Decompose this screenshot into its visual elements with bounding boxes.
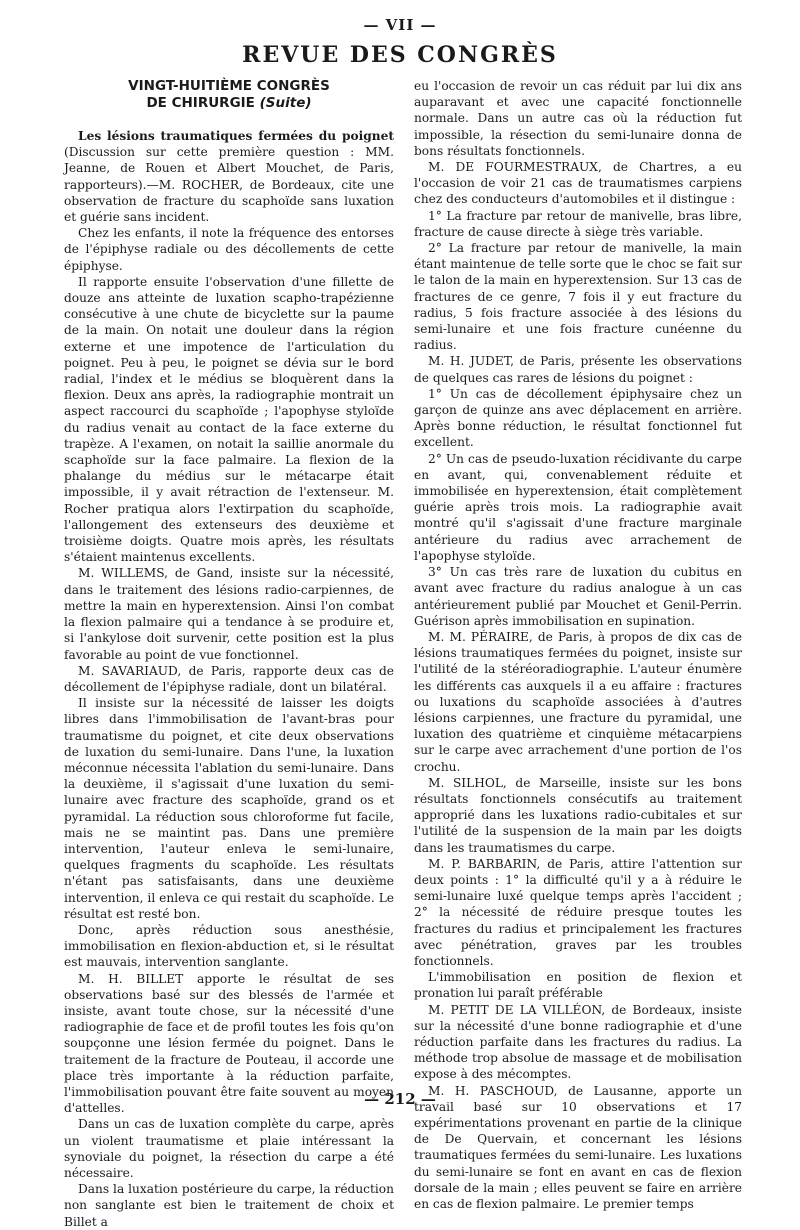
paragraph: M. WILLEMS, de Gand, insiste sur la nécessité, dans le traitement des lésions radio-carpiennes, de mettre la main en hyperextension. Ainsi l'on combat la flexion palmaire qui a tendance à se produire et, si l'ankylose doit survenir, cette position est la plus favorable au point de vue fonctionnel.: [64, 566, 394, 662]
right-column: [414, 78, 742, 1212]
paragraph: M. M. PÉRAIRE, de Paris, à propos de dix cas de lésions traumatiques fermées du poignet, insiste sur l'utilité de la stéréoradiographie. L'auteur énumère les différents cas auxquels il a eu affaire : fractures ou luxations du scaphoïde associées à d'autres lésions carpiennes, une fracture du pyramidal, une luxation des quatrième et cinquième métacarpiens sur le carpe avec arrachement d'une portion de l'os crochu.: [414, 629, 742, 774]
paragraph: M. H. BILLET apporte le résultat de ses observations basé sur des blessés de l'armée et insiste, avant toute chose, sur la nécessité d'une radiographie de face et de profil toutes les fois qu'on soupçonne une lésion fermée du poignet. Dans le traitement de la fracture de Pouteau, il accorde une place très importante à la réduction parfaite, l'immobilisation pouvant être faite souvent au moyen d'attelles.: [64, 971, 394, 1116]
paragraph: M. P. BARBARIN, de Paris, attire l'attention sur deux points : 1° la difficulté qu'il y a à réduire le semi-lunaire luxé quelque temps après l'accident ; 2° la nécessité de réduire presque toutes les fractures du radius et principalement les fractures avec pénétration, graves par les troubles fonctionnels.: [414, 856, 742, 968]
paragraph: 2° Un cas de pseudo-luxation récidivante du carpe en avant, qui, convenablement réduite et immobilisée en hyperextension, était complètement guérie après trois mois. La radiographie avait montré qu'il s'agissait d'une fracture marginale antérieure du radius avec arrachement de l'apophyse styloïde.: [414, 451, 742, 563]
section-title-line1: VINGT-HUITIÈME CONGRÈS: [128, 78, 330, 94]
section-title-line2: [64, 95, 394, 112]
journal-title: REVUE DES CONGRÈS: [242, 42, 558, 68]
paragraph: [64, 128, 394, 225]
paragraph: M. DE FOURMESTRAUX, de Chartres, a eu l'occasion de voir 21 cas de traumatismes carpiens chez des conducteurs d'automobiles et il distingue :: [414, 160, 742, 207]
paragraph: M. SILHOL, de Marseille, insiste sur les bons résultats fonctionnels consécutifs au traitement approprié dans les luxations radio-cubitales et sur l'utilité de la suspension de la main par les doigts dans les traumatismes du carpe.: [414, 775, 742, 855]
paragraph: Dans la luxation postérieure du carpe, la réduction non sanglante est bien le traitement de choix et Billet a: [64, 1182, 394, 1229]
paragraph: Il rapporte ensuite l'observation d'une fillette de douze ans atteinte de luxation scapho-trapézienne consécutive à une chute de bicyclette sur la paume de la main. On notait une douleur dans la région externe et une impotence de l'articulation du poignet. Peu à peu, le poignet se dévia sur le bord radial, l'index et le médius se bloquèrent dans la flexion. Deux ans après, la radiographie montrait un aspect raccourci du scaphoïde ; l'apophyse styloïde du radius venait au contact de la face externe du trapèze. A l'examen, on notait la saillie anormale du scaphoïde sur la face palmaire. La flexion de la phalange du médius sur le métacarpe était impossible, il y avait rétraction de l'extenseur. M. Rocher pratiqua alors l'extirpation du scaphoïde, l'allongement des extenseurs des deuxième et troisième doigts. Quatre mois après, les résultats s'étaient maintenus excellents.: [64, 274, 394, 565]
left-column: [64, 78, 394, 1230]
paragraph: 3° Un cas très rare de luxation du cubitus en avant avec fracture du radius analogue à un cas antérieurement publié par Mouchet et Genil-Perrin. Guérison après immobilisation en supination.: [414, 565, 742, 628]
topic-heading: Les lésions traumatiques fermées du poignet: [78, 129, 394, 143]
paragraph: 2° La fracture par retour de manivelle, la main étant maintenue de telle sorte que le choc se fait sur le talon de la main en hyperextension. Sur 13 cas de fractures de ce genre, 7 fois il y eut fracture du radius, 5 fois fracture associée à des lésions du semi-lunaire et une fois fracture cunéenne du radius.: [414, 241, 742, 353]
paragraph: M. SAVARIAUD, de Paris, rapporte deux cas de décollement de l'épiphyse radiale, dont un bilatéral.: [64, 663, 394, 694]
paragraph: 1° Un cas de décollement épiphysaire chez un garçon de quinze ans avec déplacement en arrière. Après bonne réduction, le résultat fonctionnel fut excellent.: [414, 386, 742, 450]
paragraph: M. PETIT DE LA VILLÉON, de Bordeaux, insiste sur la nécessité d'une bonne radiographie et d'une réduction parfaite dans les fractures du radius. La méthode trop absolue de massage et de mobilisation expose à des mécomptes.: [414, 1002, 742, 1082]
paragraph: M. H. JUDET, de Paris, présente les observations de quelques cas rares de lésions du poignet :: [414, 354, 742, 385]
paragraph: M. H. PASCHOUD, de Lausanne, apporte un travail basé sur 10 observations et 17 expérimentations provenant en partie de la clinique de De Quervain, et concernant les lésions traumatiques fermées du semi-lunaire. Les luxations du semi-lunaire se font en avant en cas de flexion dorsale de la main ; elles peuvent se faire en arrière en cas de flexion palmaire. Le premier temps: [414, 1083, 742, 1212]
section-title-text: DE CHIRURGIE: [146, 95, 255, 111]
paragraph: Chez les enfants, il note la fréquence des entorses de l'épiphyse radiale ou des décollements de cette épiphyse.: [64, 226, 394, 273]
paragraph-text: (Discussion sur cette première question : MM. Jeanne, de Rouen et Albert Mouchet, de Paris, rapporteurs).—M. ROCHER, de Bordeaux, cite une observation de fracture du scaphoïde sans luxation et guérie sans incident.: [64, 145, 394, 225]
page-number: — 212 —: [364, 1090, 436, 1108]
page-roman-number: — VII —: [363, 16, 437, 34]
paragraph: eu l'occasion de revoir un cas réduit par lui dix ans auparavant et avec une capacité fonctionnelle normale. Dans un autre cas où la réduction fut impossible, la résection du semi-lunaire donna de bons résultats fonctionnels.: [414, 79, 742, 158]
section-suite: (Suite): [259, 95, 312, 111]
paragraph: Il insiste sur la nécessité de laisser les doigts libres dans l'immobilisation de l'avant-bras pour traumatisme du poignet, et cite deux observations de luxation du semi-lunaire. Dans l'une, la luxation méconnue nécessita l'ablation du semi-lunaire. Dans la deuxième, il s'agissait d'une luxation du semi-lunaire avec fracture des scaphoïde, grand os et pyramidal. La réduction sous chloroforme fut facile, mais ne se maintint pas. Dans une première intervention, l'auteur enleva le semi-lunaire, quelques fragments du scaphoïde. Les résultats n'étant pas satisfaisants, dans une deuxième intervention, il enleva ce qui restait du scaphoïde. Le résultat est resté bon.: [64, 696, 394, 921]
paragraph: Donc, après réduction sous anesthésie, immobilisation en flexion-abduction et, si le résultat est mauvais, intervention sanglante.: [64, 922, 394, 970]
paragraph: 1° La fracture par retour de manivelle, bras libre, fracture de cause directe à siège très variable.: [414, 208, 742, 239]
paragraph: Dans un cas de luxation complète du carpe, après un violent traumatisme et plaie intéressant la synoviale du poignet, la résection du carpe a été nécessaire.: [64, 1117, 394, 1180]
paragraph: L'immobilisation en position de flexion et pronation lui paraît préférable: [414, 970, 742, 1001]
